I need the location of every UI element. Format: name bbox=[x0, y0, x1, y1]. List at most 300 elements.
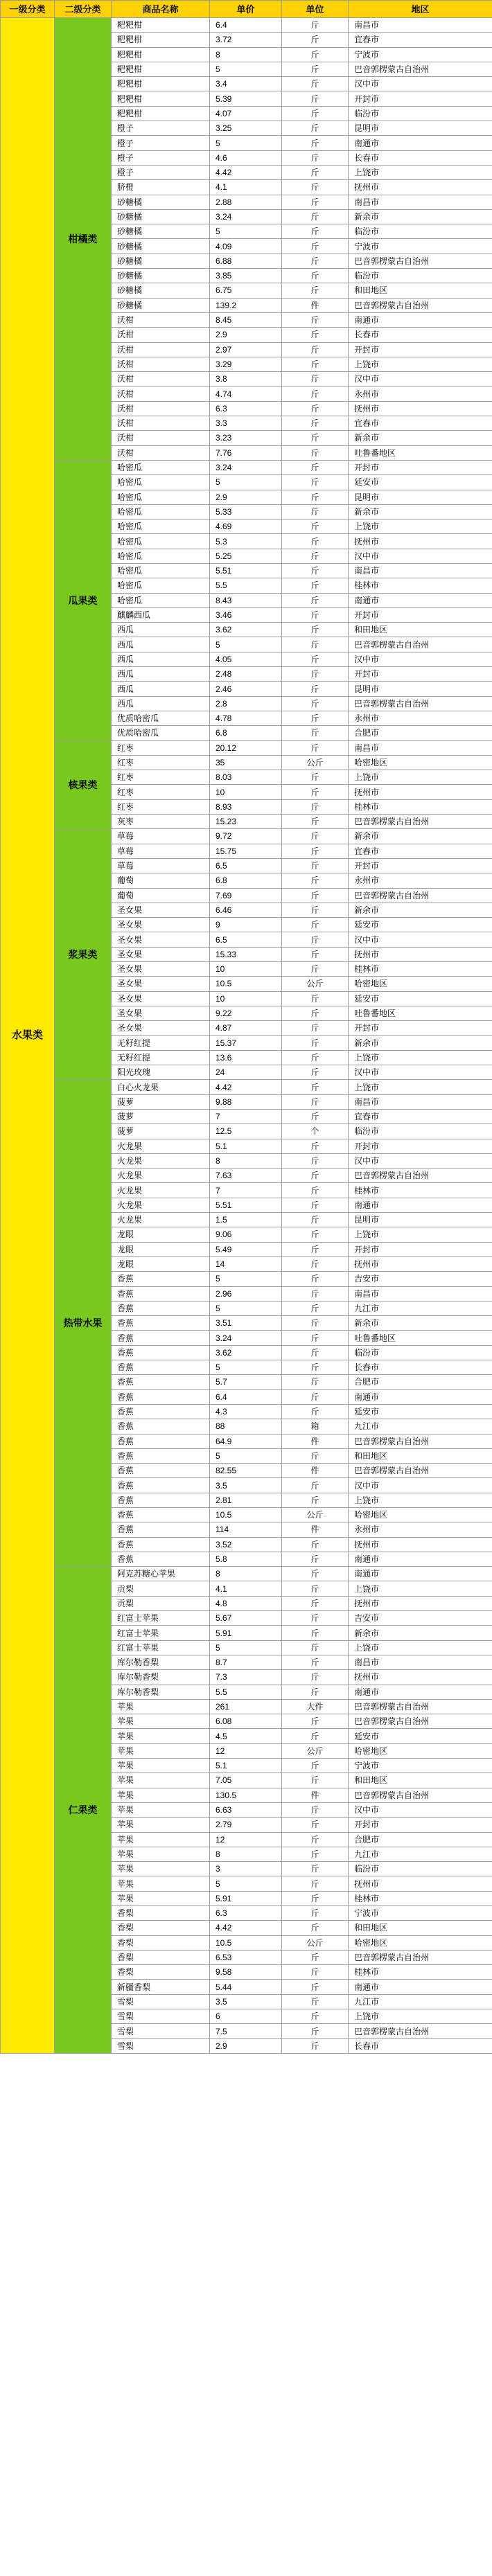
product-name-cell: 砂糖橘 bbox=[112, 195, 210, 209]
region-cell: 宁波市 bbox=[349, 1759, 492, 1773]
unit-price-cell: 4.69 bbox=[210, 519, 282, 534]
product-name-cell: 香蕉 bbox=[112, 1331, 210, 1345]
unit-price-cell: 5.39 bbox=[210, 91, 282, 106]
product-name-cell: 哈密瓜 bbox=[112, 593, 210, 607]
unit-price-cell: 2.46 bbox=[210, 682, 282, 696]
unit-cell: 斤 bbox=[282, 165, 349, 179]
unit-price-cell: 24 bbox=[210, 1065, 282, 1080]
product-name-cell: 粑粑柑 bbox=[112, 18, 210, 33]
unit-price-cell: 6.3 bbox=[210, 401, 282, 416]
product-name-cell: 沃柑 bbox=[112, 445, 210, 460]
region-cell: 南昌市 bbox=[349, 195, 492, 209]
unit-price-cell: 5.91 bbox=[210, 1626, 282, 1640]
region-cell: 延安市 bbox=[349, 475, 492, 490]
product-name-cell: 砂糖橘 bbox=[112, 254, 210, 268]
unit-cell: 斤 bbox=[282, 1183, 349, 1198]
unit-cell: 斤 bbox=[282, 1906, 349, 1921]
unit-cell: 斤 bbox=[282, 269, 349, 283]
region-cell: 宁波市 bbox=[349, 239, 492, 254]
unit-price-cell: 5.51 bbox=[210, 1198, 282, 1212]
region-cell: 南通市 bbox=[349, 1567, 492, 1581]
product-name-cell: 香蕉 bbox=[112, 1360, 210, 1375]
table-row bbox=[1, 460, 492, 474]
product-name-cell: 菠萝 bbox=[112, 1094, 210, 1109]
region-cell: 新余市 bbox=[349, 903, 492, 917]
region-cell: 吉安市 bbox=[349, 1611, 492, 1626]
unit-price-cell: 12 bbox=[210, 1743, 282, 1758]
unit-price-cell: 5 bbox=[210, 224, 282, 239]
product-name-cell: 苹果 bbox=[112, 1699, 210, 1714]
product-name-cell: 红富士苹果 bbox=[112, 1640, 210, 1655]
unit-price-cell: 3 bbox=[210, 1862, 282, 1876]
region-cell: 开封市 bbox=[349, 607, 492, 622]
header-product-name: 商品名称 bbox=[112, 1, 210, 18]
product-name-cell: 脐橙 bbox=[112, 180, 210, 195]
region-cell: 九江市 bbox=[349, 1419, 492, 1434]
level2-category-cell: 浆果类 bbox=[55, 829, 112, 1080]
product-name-cell: 西瓜 bbox=[112, 696, 210, 711]
unit-price-cell: 7 bbox=[210, 1109, 282, 1123]
product-name-cell: 库尔勒香梨 bbox=[112, 1655, 210, 1669]
unit-price-cell: 3.23 bbox=[210, 431, 282, 445]
region-cell: 开封市 bbox=[349, 1242, 492, 1256]
unit-price-cell: 7.63 bbox=[210, 1169, 282, 1183]
region-cell: 和田地区 bbox=[349, 1921, 492, 1935]
unit-price-cell: 4.8 bbox=[210, 1596, 282, 1610]
unit-cell: 斤 bbox=[282, 682, 349, 696]
region-cell: 南昌市 bbox=[349, 563, 492, 578]
region-cell: 南通市 bbox=[349, 1198, 492, 1212]
product-name-cell: 葡萄 bbox=[112, 873, 210, 888]
unit-cell: 斤 bbox=[282, 195, 349, 209]
region-cell: 新余市 bbox=[349, 829, 492, 844]
unit-price-cell: 2.97 bbox=[210, 342, 282, 357]
unit-cell: 斤 bbox=[282, 47, 349, 62]
unit-price-cell: 5 bbox=[210, 136, 282, 150]
region-cell: 和田地区 bbox=[349, 623, 492, 637]
unit-price-cell: 6 bbox=[210, 2009, 282, 2024]
region-cell: 上饶市 bbox=[349, 1581, 492, 1596]
product-name-cell: 灰枣 bbox=[112, 815, 210, 829]
unit-cell: 件 bbox=[282, 1522, 349, 1537]
product-name-cell: 哈密瓜 bbox=[112, 475, 210, 490]
unit-price-cell: 3.72 bbox=[210, 33, 282, 47]
product-name-cell: 西瓜 bbox=[112, 682, 210, 696]
unit-price-cell: 3.5 bbox=[210, 1994, 282, 2009]
unit-cell: 件 bbox=[282, 1464, 349, 1478]
unit-price-cell: 7.05 bbox=[210, 1773, 282, 1788]
region-cell: 永州市 bbox=[349, 711, 492, 725]
unit-cell: 斤 bbox=[282, 1921, 349, 1935]
product-name-cell: 砂糖橘 bbox=[112, 224, 210, 239]
unit-cell: 斤 bbox=[282, 1242, 349, 1256]
unit-price-cell: 6.88 bbox=[210, 254, 282, 268]
unit-cell: 斤 bbox=[282, 1021, 349, 1036]
region-cell: 汉中市 bbox=[349, 1065, 492, 1080]
unit-cell: 斤 bbox=[282, 1596, 349, 1610]
unit-cell: 斤 bbox=[282, 918, 349, 932]
unit-price-cell: 3.46 bbox=[210, 607, 282, 622]
region-cell: 开封市 bbox=[349, 91, 492, 106]
unit-price-cell: 3.5 bbox=[210, 1478, 282, 1493]
unit-cell: 斤 bbox=[282, 858, 349, 873]
region-cell: 南昌市 bbox=[349, 740, 492, 755]
region-cell: 延安市 bbox=[349, 918, 492, 932]
unit-cell: 斤 bbox=[282, 696, 349, 711]
unit-cell: 斤 bbox=[282, 1448, 349, 1463]
unit-cell: 斤 bbox=[282, 357, 349, 371]
unit-cell: 斤 bbox=[282, 770, 349, 785]
unit-price-cell: 10.5 bbox=[210, 1935, 282, 1950]
product-name-cell: 火龙果 bbox=[112, 1169, 210, 1183]
unit-price-cell: 4.09 bbox=[210, 239, 282, 254]
product-name-cell: 哈密瓜 bbox=[112, 504, 210, 519]
unit-cell: 斤 bbox=[282, 1552, 349, 1566]
unit-cell: 斤 bbox=[282, 1389, 349, 1404]
unit-cell: 斤 bbox=[282, 1169, 349, 1183]
region-cell: 汉中市 bbox=[349, 549, 492, 563]
unit-cell: 斤 bbox=[282, 136, 349, 150]
product-name-cell: 哈密瓜 bbox=[112, 549, 210, 563]
product-name-cell: 哈密瓜 bbox=[112, 490, 210, 504]
unit-cell: 斤 bbox=[282, 1537, 349, 1552]
product-name-cell: 苹果 bbox=[112, 1876, 210, 1891]
unit-cell: 斤 bbox=[282, 1891, 349, 1906]
region-cell: 巴音郭楞蒙古自治州 bbox=[349, 696, 492, 711]
unit-price-cell: 1.5 bbox=[210, 1213, 282, 1227]
unit-price-cell: 6.63 bbox=[210, 1802, 282, 1817]
region-cell: 吐鲁番地区 bbox=[349, 1331, 492, 1345]
region-cell: 抚州市 bbox=[349, 1596, 492, 1610]
product-name-cell: 橙子 bbox=[112, 121, 210, 136]
product-name-cell: 沃柑 bbox=[112, 328, 210, 342]
product-name-cell: 无籽红提 bbox=[112, 1036, 210, 1050]
region-cell: 南昌市 bbox=[349, 1655, 492, 1669]
region-cell: 开封市 bbox=[349, 1139, 492, 1153]
unit-price-cell: 5 bbox=[210, 62, 282, 76]
product-name-cell: 哈密瓜 bbox=[112, 563, 210, 578]
unit-cell: 斤 bbox=[282, 637, 349, 652]
unit-cell: 斤 bbox=[282, 62, 349, 76]
unit-price-cell: 2.9 bbox=[210, 328, 282, 342]
unit-price-cell: 5.33 bbox=[210, 504, 282, 519]
product-name-cell: 沃柑 bbox=[112, 387, 210, 401]
unit-cell: 斤 bbox=[282, 1493, 349, 1507]
unit-cell: 斤 bbox=[282, 1847, 349, 1861]
region-cell: 巴音郭楞蒙古自治州 bbox=[349, 2024, 492, 2038]
unit-price-cell: 5 bbox=[210, 1448, 282, 1463]
unit-price-cell: 5.5 bbox=[210, 1685, 282, 1699]
unit-cell: 斤 bbox=[282, 888, 349, 903]
product-name-cell: 砂糖橘 bbox=[112, 239, 210, 254]
product-name-cell: 香蕉 bbox=[112, 1375, 210, 1389]
unit-price-cell: 9.72 bbox=[210, 829, 282, 844]
unit-cell: 斤 bbox=[282, 387, 349, 401]
unit-price-cell: 5.3 bbox=[210, 534, 282, 549]
unit-cell: 斤 bbox=[282, 1862, 349, 1876]
region-cell: 吉安市 bbox=[349, 1272, 492, 1286]
unit-price-cell: 7.3 bbox=[210, 1670, 282, 1685]
product-name-cell: 雪梨 bbox=[112, 2038, 210, 2053]
header-level1: 一级分类 bbox=[1, 1, 55, 18]
unit-cell: 斤 bbox=[282, 1581, 349, 1596]
product-name-cell: 香蕉 bbox=[112, 1493, 210, 1507]
product-name-cell: 橙子 bbox=[112, 150, 210, 165]
region-cell: 哈密地区 bbox=[349, 1743, 492, 1758]
region-cell: 九江市 bbox=[349, 1301, 492, 1315]
region-cell: 临汾市 bbox=[349, 1124, 492, 1139]
region-cell: 宁波市 bbox=[349, 47, 492, 62]
product-name-cell: 橙子 bbox=[112, 136, 210, 150]
product-name-cell: 草莓 bbox=[112, 858, 210, 873]
product-name-cell: 沃柑 bbox=[112, 372, 210, 387]
unit-price-cell: 8.43 bbox=[210, 593, 282, 607]
region-cell: 合肥市 bbox=[349, 1832, 492, 1847]
unit-price-cell: 4.78 bbox=[210, 711, 282, 725]
unit-cell: 斤 bbox=[282, 1950, 349, 1964]
unit-price-cell: 4.42 bbox=[210, 1921, 282, 1935]
product-name-cell: 苹果 bbox=[112, 1714, 210, 1729]
unit-cell: 斤 bbox=[282, 1626, 349, 1640]
unit-price-cell: 6.46 bbox=[210, 903, 282, 917]
region-cell: 巴音郭楞蒙古自治州 bbox=[349, 1788, 492, 1802]
table-body bbox=[1, 18, 492, 2054]
unit-cell: 斤 bbox=[282, 563, 349, 578]
region-cell: 临汾市 bbox=[349, 1862, 492, 1876]
product-name-cell: 红富士苹果 bbox=[112, 1611, 210, 1626]
table-row bbox=[1, 1567, 492, 1581]
region-cell: 南通市 bbox=[349, 1685, 492, 1699]
unit-cell: 斤 bbox=[282, 1198, 349, 1212]
region-cell: 和田地区 bbox=[349, 1448, 492, 1463]
unit-cell: 公斤 bbox=[282, 755, 349, 770]
unit-cell: 斤 bbox=[282, 431, 349, 445]
product-name-cell: 苹果 bbox=[112, 1773, 210, 1788]
region-cell: 延安市 bbox=[349, 1404, 492, 1419]
unit-price-cell: 5 bbox=[210, 1876, 282, 1891]
unit-cell: 斤 bbox=[282, 593, 349, 607]
unit-price-cell: 139.2 bbox=[210, 298, 282, 312]
region-cell: 临汾市 bbox=[349, 1345, 492, 1360]
product-name-cell: 苹果 bbox=[112, 1862, 210, 1876]
unit-cell: 斤 bbox=[282, 667, 349, 682]
unit-price-cell: 2.81 bbox=[210, 1493, 282, 1507]
unit-cell: 斤 bbox=[282, 460, 349, 474]
product-name-cell: 香蕉 bbox=[112, 1272, 210, 1286]
unit-price-cell: 4.3 bbox=[210, 1404, 282, 1419]
unit-price-cell: 6.8 bbox=[210, 726, 282, 740]
unit-cell: 斤 bbox=[282, 224, 349, 239]
product-name-cell: 西瓜 bbox=[112, 667, 210, 682]
unit-price-cell: 4.05 bbox=[210, 652, 282, 666]
region-cell: 上饶市 bbox=[349, 1640, 492, 1655]
region-cell: 巴音郭楞蒙古自治州 bbox=[349, 888, 492, 903]
product-name-cell: 红富士苹果 bbox=[112, 1626, 210, 1640]
unit-cell: 斤 bbox=[282, 239, 349, 254]
unit-price-cell: 4.1 bbox=[210, 1581, 282, 1596]
header-level2: 二级分类 bbox=[55, 1, 112, 18]
unit-cell: 斤 bbox=[282, 1759, 349, 1773]
unit-cell: 斤 bbox=[282, 740, 349, 755]
region-cell: 永州市 bbox=[349, 873, 492, 888]
product-name-cell: 火龙果 bbox=[112, 1213, 210, 1227]
product-name-cell: 库尔勒香梨 bbox=[112, 1670, 210, 1685]
unit-price-cell: 6.4 bbox=[210, 1389, 282, 1404]
region-cell: 永州市 bbox=[349, 1522, 492, 1537]
region-cell: 哈密地区 bbox=[349, 1935, 492, 1950]
region-cell: 上饶市 bbox=[349, 770, 492, 785]
unit-price-cell: 10.5 bbox=[210, 977, 282, 991]
unit-cell: 斤 bbox=[282, 401, 349, 416]
product-name-cell: 苹果 bbox=[112, 1832, 210, 1847]
unit-price-cell: 3.24 bbox=[210, 1331, 282, 1345]
region-cell: 汉中市 bbox=[349, 372, 492, 387]
region-cell: 巴音郭楞蒙古自治州 bbox=[349, 1950, 492, 1964]
unit-cell: 斤 bbox=[282, 1729, 349, 1743]
unit-price-cell: 3.52 bbox=[210, 1537, 282, 1552]
region-cell: 汉中市 bbox=[349, 932, 492, 947]
region-cell: 长春市 bbox=[349, 328, 492, 342]
product-name-cell: 库尔勒香梨 bbox=[112, 1685, 210, 1699]
unit-price-cell: 2.96 bbox=[210, 1286, 282, 1301]
region-cell: 宜春市 bbox=[349, 33, 492, 47]
unit-cell: 斤 bbox=[282, 652, 349, 666]
unit-price-cell: 3.24 bbox=[210, 209, 282, 224]
product-name-cell: 哈密瓜 bbox=[112, 578, 210, 593]
unit-cell: 斤 bbox=[282, 490, 349, 504]
unit-price-cell: 5 bbox=[210, 1640, 282, 1655]
unit-cell: 斤 bbox=[282, 1153, 349, 1168]
product-name-cell: 苹果 bbox=[112, 1847, 210, 1861]
unit-price-cell: 2.9 bbox=[210, 2038, 282, 2053]
unit-price-cell: 7.5 bbox=[210, 2024, 282, 2038]
unit-price-cell: 6.4 bbox=[210, 18, 282, 33]
unit-price-cell: 2.79 bbox=[210, 1818, 282, 1832]
region-cell: 南通市 bbox=[349, 136, 492, 150]
region-cell: 桂林市 bbox=[349, 1183, 492, 1198]
unit-price-cell: 15.37 bbox=[210, 1036, 282, 1050]
unit-cell: 件 bbox=[282, 1788, 349, 1802]
product-name-cell: 红枣 bbox=[112, 755, 210, 770]
product-name-cell: 沃柑 bbox=[112, 401, 210, 416]
unit-price-cell: 5.8 bbox=[210, 1552, 282, 1566]
unit-cell: 公斤 bbox=[282, 977, 349, 991]
product-name-cell: 阳光玫瑰 bbox=[112, 1065, 210, 1080]
product-name-cell: 红枣 bbox=[112, 785, 210, 799]
unit-cell: 斤 bbox=[282, 121, 349, 136]
header-region: 地区 bbox=[349, 1, 492, 18]
unit-price-cell: 4.42 bbox=[210, 1080, 282, 1094]
unit-cell: 斤 bbox=[282, 711, 349, 725]
product-name-cell: 哈密瓜 bbox=[112, 534, 210, 549]
product-name-cell: 龙眼 bbox=[112, 1256, 210, 1271]
unit-cell: 斤 bbox=[282, 283, 349, 298]
product-name-cell: 香蕉 bbox=[112, 1434, 210, 1448]
product-name-cell: 砂糖橘 bbox=[112, 298, 210, 312]
unit-cell: 斤 bbox=[282, 1965, 349, 1980]
product-name-cell: 菠萝 bbox=[112, 1124, 210, 1139]
unit-price-cell: 4.5 bbox=[210, 1729, 282, 1743]
product-name-cell: 粑粑柑 bbox=[112, 91, 210, 106]
region-cell: 临汾市 bbox=[349, 106, 492, 121]
region-cell: 新余市 bbox=[349, 209, 492, 224]
unit-price-cell: 64.9 bbox=[210, 1434, 282, 1448]
unit-price-cell: 5 bbox=[210, 475, 282, 490]
unit-cell: 斤 bbox=[282, 416, 349, 431]
unit-price-cell: 2.88 bbox=[210, 195, 282, 209]
product-name-cell: 香蕉 bbox=[112, 1552, 210, 1566]
region-cell: 上饶市 bbox=[349, 1050, 492, 1065]
unit-cell: 斤 bbox=[282, 1272, 349, 1286]
product-name-cell: 沃柑 bbox=[112, 416, 210, 431]
unit-price-cell: 8.03 bbox=[210, 770, 282, 785]
product-name-cell: 西瓜 bbox=[112, 623, 210, 637]
region-cell: 巴音郭楞蒙古自治州 bbox=[349, 1699, 492, 1714]
unit-price-cell: 15.75 bbox=[210, 844, 282, 858]
unit-cell: 斤 bbox=[282, 1006, 349, 1020]
product-name-cell: 苹果 bbox=[112, 1759, 210, 1773]
region-cell: 上饶市 bbox=[349, 165, 492, 179]
region-cell: 开封市 bbox=[349, 1021, 492, 1036]
unit-price-cell: 6.53 bbox=[210, 1950, 282, 1964]
region-cell: 上饶市 bbox=[349, 1493, 492, 1507]
product-name-cell: 龙眼 bbox=[112, 1242, 210, 1256]
product-name-cell: 苹果 bbox=[112, 1729, 210, 1743]
unit-price-cell: 20.12 bbox=[210, 740, 282, 755]
region-cell: 南昌市 bbox=[349, 1094, 492, 1109]
region-cell: 长春市 bbox=[349, 2038, 492, 2053]
unit-cell: 斤 bbox=[282, 799, 349, 814]
unit-cell: 斤 bbox=[282, 1404, 349, 1419]
region-cell: 临汾市 bbox=[349, 224, 492, 239]
region-cell: 上饶市 bbox=[349, 519, 492, 534]
product-name-cell: 新疆香梨 bbox=[112, 1980, 210, 1994]
product-name-cell: 苹果 bbox=[112, 1743, 210, 1758]
unit-price-cell: 130.5 bbox=[210, 1788, 282, 1802]
unit-cell: 斤 bbox=[282, 785, 349, 799]
product-name-cell: 香蕉 bbox=[112, 1345, 210, 1360]
region-cell: 上饶市 bbox=[349, 1227, 492, 1242]
product-name-cell: 粑粑柑 bbox=[112, 62, 210, 76]
unit-cell: 斤 bbox=[282, 1478, 349, 1493]
unit-price-cell: 3.24 bbox=[210, 460, 282, 474]
unit-cell: 斤 bbox=[282, 962, 349, 977]
region-cell: 南通市 bbox=[349, 312, 492, 327]
unit-cell: 斤 bbox=[282, 342, 349, 357]
header-row bbox=[1, 1, 492, 18]
region-cell: 南通市 bbox=[349, 1980, 492, 1994]
level2-category-cell: 柑橘类 bbox=[55, 18, 112, 461]
region-cell: 开封市 bbox=[349, 342, 492, 357]
table-row bbox=[1, 740, 492, 755]
product-name-cell: 贡梨 bbox=[112, 1581, 210, 1596]
unit-price-cell: 9 bbox=[210, 918, 282, 932]
product-name-cell: 圣女果 bbox=[112, 977, 210, 991]
unit-cell: 斤 bbox=[282, 829, 349, 844]
region-cell: 抚州市 bbox=[349, 534, 492, 549]
region-cell: 永州市 bbox=[349, 387, 492, 401]
product-name-cell: 香蕉 bbox=[112, 1419, 210, 1434]
unit-cell: 斤 bbox=[282, 1050, 349, 1065]
unit-cell: 斤 bbox=[282, 903, 349, 917]
unit-cell: 公斤 bbox=[282, 1743, 349, 1758]
unit-cell: 斤 bbox=[282, 1714, 349, 1729]
region-cell: 延安市 bbox=[349, 991, 492, 1006]
unit-price-cell: 7.76 bbox=[210, 445, 282, 460]
unit-cell: 斤 bbox=[282, 328, 349, 342]
product-name-cell: 圣女果 bbox=[112, 1006, 210, 1020]
table-row bbox=[1, 1080, 492, 1094]
